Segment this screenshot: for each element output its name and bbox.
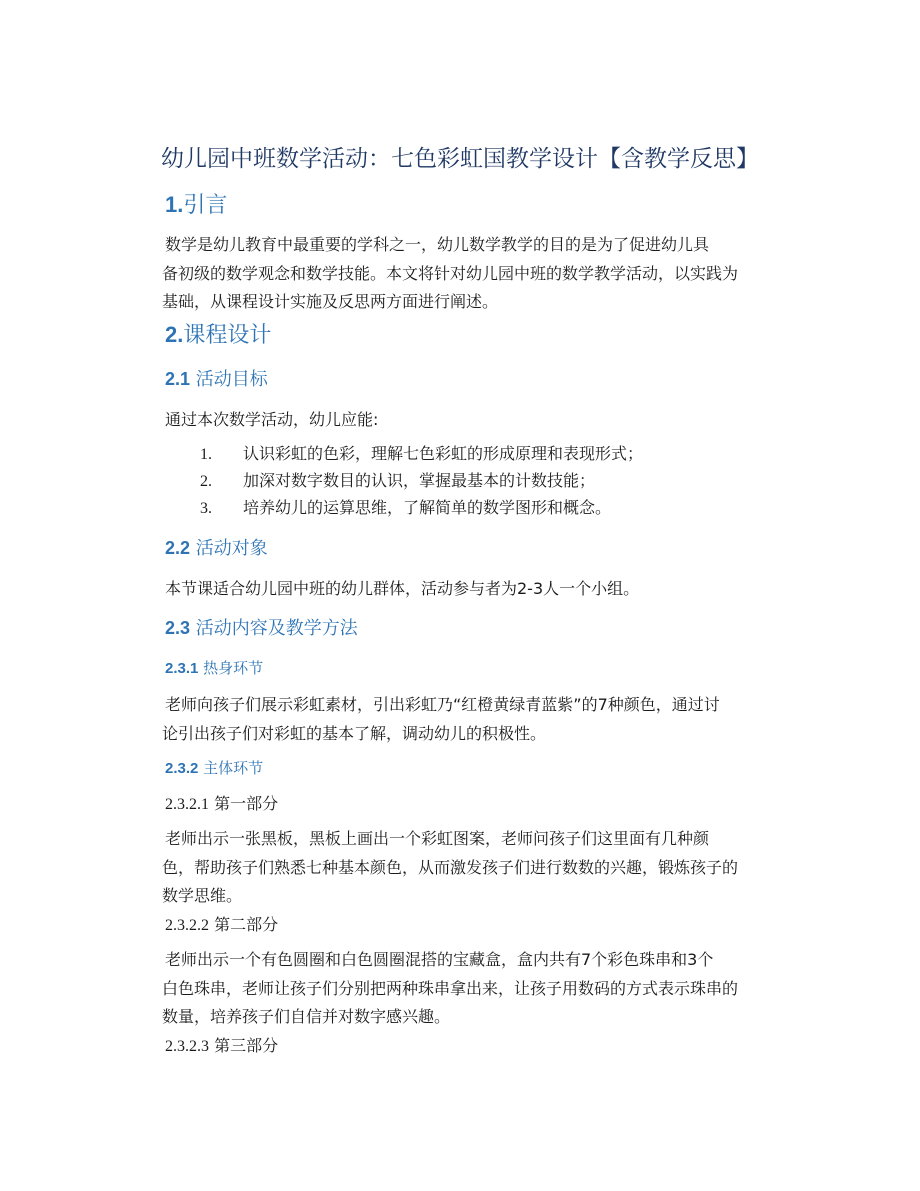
- paragraph-line: 基础，从课程设计实施及反思两方面进行阐述。: [162, 292, 499, 311]
- list-number: 2.: [200, 473, 212, 490]
- heading-number: 2.2: [165, 538, 191, 558]
- heading-label: 活动目标: [190, 369, 268, 390]
- heading-course-design: [165, 320, 271, 351]
- heading-activity-target: [165, 535, 268, 562]
- heading-warmup: [165, 657, 263, 680]
- paragraph-warmup: [162, 691, 787, 748]
- heading-number: 2.3.2: [165, 760, 199, 777]
- paragraph-line: 老师出示一个有色圆圈和白色圆圈混搭的宝藏盒，盒内共有7个彩色珠串和3个: [165, 950, 714, 969]
- heading-activity-goals: [165, 366, 268, 393]
- goal-intro-text: 通过本次数学活动，幼儿应能:: [165, 410, 379, 429]
- heading-number: 2.1: [165, 369, 191, 389]
- heading-number: 2.3.1: [165, 660, 199, 677]
- heading-number: 2.3.2.2: [165, 917, 209, 934]
- heading-label: 热身环节: [198, 659, 264, 677]
- subheading-part1: [165, 792, 278, 817]
- heading-label: 第三部分: [209, 1036, 279, 1055]
- goal-list-item: [200, 442, 643, 467]
- list-text: 培养幼儿的运算思维，了解简单的数学图形和概念。: [243, 498, 612, 517]
- paragraph-line: 老师向孩子们展示彩虹素材，引出彩虹乃“红橙黄绿青蓝紫”的7种颜色，通过讨: [165, 695, 720, 714]
- heading-label: 活动内容及教学方法: [190, 618, 358, 639]
- heading-label: 活动对象: [190, 538, 268, 559]
- paragraph-line: 色，帮助孩子们熟悉七种基本颜色，从而激发孩子们进行数数的兴趣，锻炼孩子的: [162, 857, 739, 877]
- heading-number: 1.: [165, 192, 184, 217]
- list-text: 认识彩虹的色彩，理解七色彩虹的形成原理和表现形式；: [243, 444, 644, 463]
- paragraph-part1: [162, 825, 787, 911]
- heading-number: 2.3.2.1: [165, 796, 209, 813]
- list-text: 加深对数字数目的认识，掌握最基本的计数技能；: [243, 471, 596, 490]
- heading-label: 引言: [183, 193, 228, 218]
- heading-label: 主体环节: [198, 759, 264, 777]
- paragraph-line: 数学思维。: [162, 886, 243, 905]
- heading-label: 课程设计: [183, 323, 272, 348]
- heading-label: 第一部分: [209, 794, 279, 813]
- list-number: 1.: [200, 446, 212, 463]
- heading-number: 2.3.2.3: [165, 1038, 209, 1055]
- goal-list-item: [200, 469, 595, 494]
- paragraph-line: 备初级的数学观念和数学技能。本文将针对幼儿园中班的数学教学活动，以实践为: [162, 263, 739, 283]
- paragraph-line: 数学是幼儿教育中最重要的学科之一，幼儿数学教学的目的是为了促进幼儿具: [165, 235, 710, 254]
- list-number: 3.: [200, 500, 212, 517]
- paragraph-line: 论引出孩子们对彩虹的基本了解，调动幼儿的积极性。: [162, 723, 547, 743]
- goal-list-item: [200, 496, 611, 521]
- heading-introduction: [165, 190, 227, 221]
- heading-number: 2.: [165, 322, 184, 347]
- paragraph-line: 白色珠串，老师让孩子们分别把两种珠串拿出来，让孩子用数码的方式表示珠串的: [162, 978, 739, 998]
- heading-main-section: [165, 757, 263, 780]
- document-title: 幼儿园中班数学活动：七色彩虹国教学设计【含教学反思】: [161, 146, 759, 172]
- subheading-part2: [165, 913, 278, 938]
- target-text: 本节课适合幼儿园中班的幼儿群体，活动参与者为2-3人一个小组。: [165, 579, 640, 598]
- paragraph-part2: [162, 946, 787, 1032]
- paragraph-line: 老师出示一张黑板，黑板上画出一个彩虹图案，老师问孩子们这里面有几种颜: [165, 829, 710, 848]
- paragraph-introduction: [162, 231, 787, 317]
- heading-label: 第二部分: [209, 915, 279, 934]
- heading-content-methods: [165, 615, 358, 642]
- heading-number: 2.3: [165, 618, 191, 638]
- paragraph-line: 数量，培养孩子们自信并对数字感兴趣。: [162, 1007, 451, 1026]
- subheading-part3: [165, 1034, 278, 1059]
